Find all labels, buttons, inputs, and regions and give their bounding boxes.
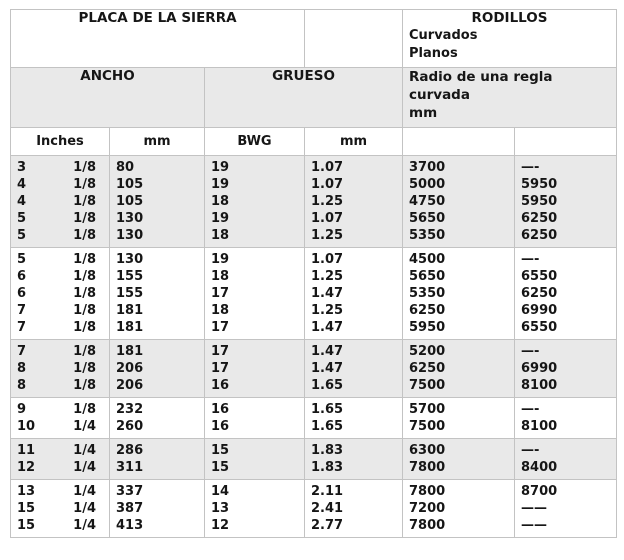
cell-width-inches [11, 439, 110, 480]
inches-fraction: 1/8 [73, 269, 96, 284]
radio-line: mm [409, 105, 438, 121]
cell-gauge-bwg-value: 15 [211, 460, 230, 475]
data-block-row [11, 340, 617, 398]
cell-width-inches [11, 248, 110, 340]
inches-value [11, 517, 109, 534]
subheader-inches: Inches [11, 128, 110, 156]
cell-gauge-bwg-value: 15 [211, 443, 230, 458]
cell-thickness-mm-value: 1.07 [311, 211, 344, 226]
cell-gauge-bwg [205, 248, 305, 340]
cell-width-mm-value: 80 [116, 160, 135, 175]
header-grueso: GRUESO [205, 68, 403, 128]
cell-radio-curvados [403, 156, 515, 248]
cell-thickness-mm-value: 1.25 [311, 303, 344, 318]
inches-fraction: 1/8 [73, 286, 96, 301]
inches-fraction: 1/8 [73, 344, 96, 359]
inches-fraction: 1/4 [73, 460, 96, 475]
cell-radio-curvados-value: 3700 [409, 160, 446, 175]
inches-whole: 13 [17, 484, 36, 499]
data-block-row [11, 398, 617, 439]
cell-thickness-mm-value: 2.77 [311, 518, 344, 533]
cell-width-inches [11, 340, 110, 398]
inches-whole: 11 [17, 443, 36, 458]
inches-fraction: 1/8 [73, 378, 96, 393]
inches-fraction: 1/8 [73, 228, 96, 243]
data-block-row [11, 248, 617, 340]
cell-thickness-mm-value: 1.07 [311, 160, 344, 175]
cell-radio-planos-value: 8100 [521, 419, 558, 434]
cell-radio-curvados-value: 5200 [409, 344, 446, 359]
cell-thickness-mm-value: 1.47 [311, 344, 344, 359]
cell-radio-planos-value: 5950 [521, 177, 558, 192]
radio-line: curvada [409, 87, 470, 103]
cell-gauge-bwg-value: 16 [211, 419, 230, 434]
inches-fraction: 1/8 [73, 320, 96, 335]
cell-gauge-bwg-value: 17 [211, 361, 230, 376]
cell-width-mm-value: 181 [116, 320, 144, 335]
cell-gauge-bwg-value: 19 [211, 252, 230, 267]
cell-gauge-bwg-value: 18 [211, 228, 230, 243]
cell-radio-planos-value: —- [521, 252, 540, 267]
cell-width-mm-value: 130 [116, 211, 144, 226]
cell-thickness-mm [305, 439, 403, 480]
inches-whole: 5 [17, 211, 27, 226]
cell-gauge-bwg-value: 18 [211, 194, 230, 209]
cell-gauge-bwg-value: 17 [211, 344, 230, 359]
inches-value [11, 159, 109, 176]
rodillos-planos-label: Planos [409, 46, 458, 61]
subheader-empty-curvados [403, 128, 515, 156]
cell-radio-planos-value: 6250 [521, 211, 558, 226]
cell-width-mm-value: 260 [116, 419, 144, 434]
cell-radio-curvados-value: 7500 [409, 419, 446, 434]
cell-radio-planos-value: 6990 [521, 361, 558, 376]
cell-radio-curvados [403, 480, 515, 538]
cell-gauge-bwg-value: 14 [211, 484, 230, 499]
cell-thickness-mm-value: 1.83 [311, 443, 344, 458]
cell-radio-curvados-value: 6250 [409, 303, 446, 318]
cell-width-mm-value: 206 [116, 378, 144, 393]
cell-radio-curvados [403, 398, 515, 439]
cell-thickness-mm-value: 1.65 [311, 402, 344, 417]
inches-value [11, 360, 109, 377]
inches-fraction: 1/4 [73, 419, 96, 434]
cell-width-mm-value: 105 [116, 194, 144, 209]
cell-gauge-bwg-value: 17 [211, 320, 230, 335]
inches-whole: 15 [17, 518, 36, 533]
cell-width-mm-value: 206 [116, 361, 144, 376]
inches-whole: 5 [17, 228, 27, 243]
cell-gauge-bwg-value: 16 [211, 378, 230, 393]
cell-radio-planos-value: 6550 [521, 269, 558, 284]
cell-gauge-bwg [205, 480, 305, 538]
cell-radio-curvados-value: 4750 [409, 194, 446, 209]
cell-radio-curvados-value: 5950 [409, 320, 446, 335]
inches-value [11, 176, 109, 193]
cell-width-inches [11, 156, 110, 248]
cell-radio-planos-value: 6250 [521, 228, 558, 243]
header-row-groups [11, 68, 617, 128]
inches-whole: 7 [17, 303, 27, 318]
inches-value [11, 302, 109, 319]
cell-thickness-mm-value: 1.83 [311, 460, 344, 475]
inches-fraction: 1/8 [73, 194, 96, 209]
cell-gauge-bwg-value: 19 [211, 177, 230, 192]
inches-value [11, 483, 109, 500]
cell-thickness-mm [305, 340, 403, 398]
cell-radio-planos-value: —- [521, 443, 540, 458]
cell-radio-curvados-value: 5350 [409, 228, 446, 243]
inches-fraction: 1/4 [73, 501, 96, 516]
cell-radio-planos [515, 439, 617, 480]
cell-width-mm-value: 155 [116, 286, 144, 301]
cell-width-mm-value: 181 [116, 303, 144, 318]
cell-radio-curvados-value: 7800 [409, 460, 446, 475]
cell-radio-curvados-value: 5700 [409, 402, 446, 417]
cell-width-mm-value: 311 [116, 460, 144, 475]
cell-radio-curvados-value: 5000 [409, 177, 446, 192]
header-placa-de-la-sierra: PLACA DE LA SIERRA [11, 10, 305, 68]
cell-gauge-bwg-value: 19 [211, 211, 230, 226]
inches-whole: 6 [17, 286, 27, 301]
cell-width-mm-value: 130 [116, 228, 144, 243]
inches-whole: 3 [17, 160, 27, 175]
cell-radio-curvados-value: 7500 [409, 378, 446, 393]
inches-whole: 15 [17, 501, 36, 516]
cell-radio-planos-value: —- [521, 160, 540, 175]
header-row-top [11, 10, 617, 68]
cell-radio-curvados-value: 7200 [409, 501, 446, 516]
cell-thickness-mm [305, 480, 403, 538]
cell-width-mm-value: 130 [116, 252, 144, 267]
cell-radio-curvados-value: 6300 [409, 443, 446, 458]
inches-fraction: 1/8 [73, 252, 96, 267]
inches-fraction: 1/8 [73, 361, 96, 376]
radio-line: Radio de una regla [409, 69, 553, 85]
cell-radio-planos-value: —- [521, 344, 540, 359]
cell-thickness-mm [305, 398, 403, 439]
cell-thickness-mm-value: 1.07 [311, 177, 344, 192]
inches-value [11, 418, 109, 435]
cell-width-mm-value: 181 [116, 344, 144, 359]
cell-radio-planos [515, 156, 617, 248]
header-rodillos-cell [403, 10, 617, 68]
cell-width-mm [110, 156, 205, 248]
inches-value [11, 210, 109, 227]
inches-whole: 10 [17, 419, 36, 434]
inches-value [11, 251, 109, 268]
cell-thickness-mm-value: 1.47 [311, 286, 344, 301]
cell-thickness-mm-value: 1.65 [311, 419, 344, 434]
cell-gauge-bwg-value: 17 [211, 286, 230, 301]
cell-radio-curvados [403, 439, 515, 480]
cell-radio-curvados [403, 340, 515, 398]
cell-radio-planos-value: 8400 [521, 460, 558, 475]
inches-whole: 8 [17, 361, 27, 376]
cell-radio-planos-value: —- [521, 402, 540, 417]
cell-width-mm-value: 105 [116, 177, 144, 192]
cell-thickness-mm-value: 1.07 [311, 252, 344, 267]
cell-thickness-mm-value: 1.47 [311, 361, 344, 376]
cell-radio-planos [515, 398, 617, 439]
inches-fraction: 1/8 [73, 177, 96, 192]
inches-value [11, 401, 109, 418]
cell-thickness-mm-value: 1.65 [311, 378, 344, 393]
header-radio-regla-curvada [403, 68, 617, 128]
cell-width-mm-value: 387 [116, 501, 144, 516]
cell-width-mm-value: 337 [116, 484, 144, 499]
cell-radio-curvados [403, 248, 515, 340]
subheader-empty-planos [515, 128, 617, 156]
cell-thickness-mm-value: 2.41 [311, 501, 344, 516]
cell-radio-planos-value: 8100 [521, 378, 558, 393]
cell-width-mm-value: 413 [116, 518, 144, 533]
inches-fraction: 1/8 [73, 402, 96, 417]
cell-radio-planos-value: 8700 [521, 484, 558, 499]
data-block-row [11, 439, 617, 480]
cell-radio-curvados-value: 6250 [409, 361, 446, 376]
cell-radio-curvados-value: 4500 [409, 252, 446, 267]
inches-whole: 9 [17, 402, 27, 417]
inches-fraction: 1/4 [73, 484, 96, 499]
cell-width-inches [11, 480, 110, 538]
inches-whole: 12 [17, 460, 36, 475]
cell-gauge-bwg [205, 398, 305, 439]
inches-whole: 7 [17, 344, 27, 359]
inches-fraction: 1/8 [73, 303, 96, 318]
cell-width-mm [110, 248, 205, 340]
inches-whole: 6 [17, 269, 27, 284]
inches-fraction: 1/8 [73, 211, 96, 226]
subheader-thickness-mm: mm [305, 128, 403, 156]
cell-width-mm [110, 480, 205, 538]
rodillos-title: RODILLOS [471, 10, 548, 26]
cell-gauge-bwg-value: 12 [211, 518, 230, 533]
cell-gauge-bwg-value: 19 [211, 160, 230, 175]
cell-thickness-mm [305, 156, 403, 248]
cell-radio-curvados-value: 5350 [409, 286, 446, 301]
inches-value [11, 343, 109, 360]
inches-fraction: 1/4 [73, 443, 96, 458]
inches-whole: 8 [17, 378, 27, 393]
inches-whole: 7 [17, 320, 27, 335]
cell-thickness-mm-value: 1.25 [311, 194, 344, 209]
cell-radio-planos [515, 340, 617, 398]
inches-value [11, 285, 109, 302]
inches-value [11, 193, 109, 210]
cell-radio-curvados-value: 7800 [409, 484, 446, 499]
cell-thickness-mm-value: 1.25 [311, 269, 344, 284]
cell-radio-planos-value: 6250 [521, 286, 558, 301]
inches-value [11, 319, 109, 336]
inches-whole: 4 [17, 177, 27, 192]
header-ancho: ANCHO [11, 68, 205, 128]
header-row-units [11, 128, 617, 156]
cell-radio-planos-value: —— [521, 501, 547, 516]
cell-gauge-bwg-value: 18 [211, 303, 230, 318]
cell-width-mm-value: 155 [116, 269, 144, 284]
subheader-width-mm: mm [110, 128, 205, 156]
cell-thickness-mm-value: 2.11 [311, 484, 344, 499]
cell-gauge-bwg-value: 16 [211, 402, 230, 417]
cell-thickness-mm-value: 1.25 [311, 228, 344, 243]
cell-gauge-bwg-value: 13 [211, 501, 230, 516]
data-block-row [11, 480, 617, 538]
cell-width-mm-value: 232 [116, 402, 144, 417]
cell-thickness-mm-value: 1.47 [311, 320, 344, 335]
inches-value [11, 459, 109, 476]
cell-width-inches [11, 398, 110, 439]
cell-gauge-bwg [205, 340, 305, 398]
cell-radio-curvados-value: 5650 [409, 269, 446, 284]
inches-value [11, 442, 109, 459]
subheader-bwg: BWG [205, 128, 305, 156]
inches-whole: 4 [17, 194, 27, 209]
inches-whole: 5 [17, 252, 27, 267]
inches-value [11, 227, 109, 244]
cell-radio-planos-value: 6990 [521, 303, 558, 318]
cell-thickness-mm [305, 248, 403, 340]
inches-fraction: 1/8 [73, 160, 96, 175]
cell-radio-planos-value: —— [521, 518, 547, 533]
cell-radio-planos [515, 480, 617, 538]
cell-width-mm-value: 286 [116, 443, 144, 458]
cell-radio-curvados-value: 5650 [409, 211, 446, 226]
cell-gauge-bwg-value: 18 [211, 269, 230, 284]
cell-gauge-bwg [205, 156, 305, 248]
cell-gauge-bwg [205, 439, 305, 480]
saw-plate-spec-table [10, 9, 617, 538]
inches-value [11, 268, 109, 285]
cell-width-mm [110, 398, 205, 439]
rodillos-curvados-label: Curvados [409, 28, 478, 43]
cell-radio-planos [515, 248, 617, 340]
cell-width-mm [110, 340, 205, 398]
cell-radio-planos-value: 6550 [521, 320, 558, 335]
header-empty-cell [305, 10, 403, 68]
inches-value [11, 500, 109, 517]
cell-radio-curvados-value: 7800 [409, 518, 446, 533]
inches-value [11, 377, 109, 394]
cell-radio-planos-value: 5950 [521, 194, 558, 209]
inches-fraction: 1/4 [73, 518, 96, 533]
cell-width-mm [110, 439, 205, 480]
data-block-row [11, 156, 617, 248]
